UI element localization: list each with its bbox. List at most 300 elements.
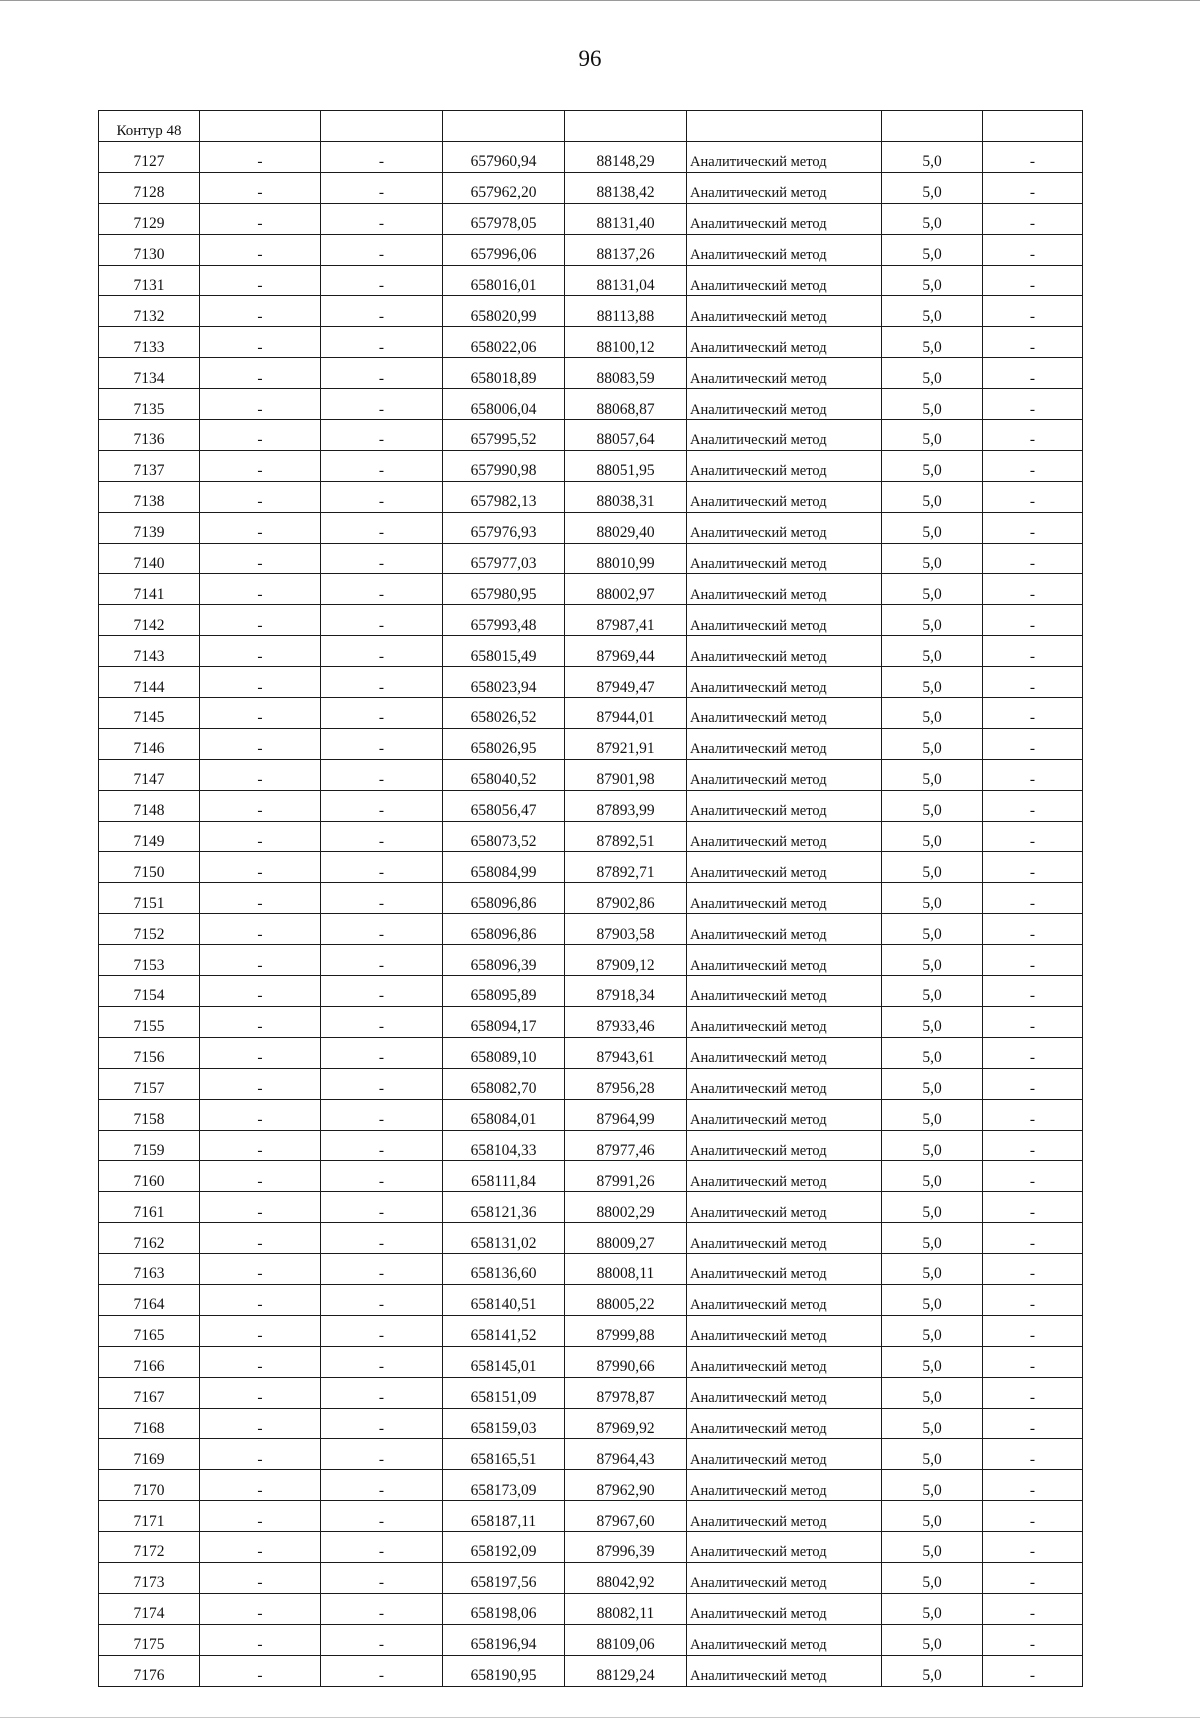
table-row: [99, 1346, 1083, 1377]
dash-cell: -: [321, 481, 443, 512]
table-row: [99, 1624, 1083, 1655]
y-coordinate-cell: 87969,44: [565, 636, 687, 667]
dash-cell: -: [321, 234, 443, 265]
accuracy-cell: 5,0: [882, 574, 983, 605]
section-label: Контур 48: [99, 111, 200, 142]
point-number-cell: 7164: [99, 1284, 200, 1315]
accuracy-cell: 5,0: [882, 203, 983, 234]
y-coordinate-cell: 87892,51: [565, 821, 687, 852]
accuracy-cell: 5,0: [882, 698, 983, 729]
x-coordinate-cell: 658089,10: [443, 1037, 565, 1068]
dash-cell: -: [200, 512, 321, 543]
dash-cell: -: [321, 512, 443, 543]
method-cell: Аналитический метод: [687, 1377, 882, 1408]
x-coordinate-cell: 658023,94: [443, 667, 565, 698]
accuracy-cell: 5,0: [882, 543, 983, 574]
table-row: [99, 1284, 1083, 1315]
y-coordinate-cell: 87977,46: [565, 1130, 687, 1161]
dash-cell: -: [321, 1655, 443, 1686]
table-row: [99, 976, 1083, 1007]
dash-cell: -: [321, 1068, 443, 1099]
dash-cell: -: [983, 1501, 1083, 1532]
x-coordinate-cell: 658040,52: [443, 759, 565, 790]
method-cell: Аналитический метод: [687, 1315, 882, 1346]
table-row: [99, 636, 1083, 667]
x-coordinate-cell: 658026,95: [443, 728, 565, 759]
dash-cell: -: [321, 605, 443, 636]
dash-cell: -: [200, 265, 321, 296]
y-coordinate-cell: 87969,92: [565, 1408, 687, 1439]
y-coordinate-cell: 88083,59: [565, 358, 687, 389]
accuracy-cell: 5,0: [882, 234, 983, 265]
dash-cell: -: [321, 1006, 443, 1037]
method-cell: Аналитический метод: [687, 1192, 882, 1223]
accuracy-cell: 5,0: [882, 1624, 983, 1655]
y-coordinate-cell: 87933,46: [565, 1006, 687, 1037]
point-number-cell: 7167: [99, 1377, 200, 1408]
dash-cell: -: [321, 1161, 443, 1192]
dash-cell: -: [983, 203, 1083, 234]
method-cell: Аналитический метод: [687, 420, 882, 451]
accuracy-cell: 5,0: [882, 450, 983, 481]
dash-cell: -: [200, 1315, 321, 1346]
dash-cell: -: [200, 1624, 321, 1655]
method-cell: Аналитический метод: [687, 1099, 882, 1130]
point-number-cell: 7174: [99, 1593, 200, 1624]
y-coordinate-cell: 87964,43: [565, 1439, 687, 1470]
table-row: [99, 1593, 1083, 1624]
accuracy-cell: 5,0: [882, 1408, 983, 1439]
x-coordinate-cell: 658141,52: [443, 1315, 565, 1346]
accuracy-cell: 5,0: [882, 883, 983, 914]
dash-cell: -: [321, 1377, 443, 1408]
dash-cell: -: [200, 1192, 321, 1223]
dash-cell: -: [200, 728, 321, 759]
y-coordinate-cell: 87987,41: [565, 605, 687, 636]
method-cell: Аналитический метод: [687, 1562, 882, 1593]
y-coordinate-cell: 87990,66: [565, 1346, 687, 1377]
dash-cell: -: [200, 914, 321, 945]
dash-cell: -: [200, 420, 321, 451]
x-coordinate-cell: 657982,13: [443, 481, 565, 512]
x-coordinate-cell: 658111,84: [443, 1161, 565, 1192]
y-coordinate-cell: 88042,92: [565, 1562, 687, 1593]
dash-cell: -: [983, 821, 1083, 852]
y-coordinate-cell: 87964,99: [565, 1099, 687, 1130]
method-cell: Аналитический метод: [687, 1624, 882, 1655]
dash-cell: -: [983, 420, 1083, 451]
point-number-cell: 7154: [99, 976, 200, 1007]
accuracy-cell: 5,0: [882, 512, 983, 543]
accuracy-cell: 5,0: [882, 1532, 983, 1563]
dash-cell: -: [200, 1439, 321, 1470]
x-coordinate-cell: 658096,86: [443, 883, 565, 914]
x-coordinate-cell: 658015,49: [443, 636, 565, 667]
x-coordinate-cell: 658018,89: [443, 358, 565, 389]
dash-cell: -: [983, 728, 1083, 759]
dash-cell: -: [983, 1223, 1083, 1254]
dash-cell: -: [321, 790, 443, 821]
accuracy-cell: 5,0: [882, 1099, 983, 1130]
y-coordinate-cell: 88129,24: [565, 1655, 687, 1686]
x-coordinate-cell: 657993,48: [443, 605, 565, 636]
dash-cell: -: [983, 1532, 1083, 1563]
dash-cell: -: [200, 852, 321, 883]
dash-cell: -: [200, 543, 321, 574]
dash-cell: -: [200, 945, 321, 976]
table-row: [99, 172, 1083, 203]
table-row: [99, 1532, 1083, 1563]
dash-cell: -: [983, 1562, 1083, 1593]
x-coordinate-cell: 658095,89: [443, 976, 565, 1007]
method-cell: Аналитический метод: [687, 142, 882, 173]
method-cell: Аналитический метод: [687, 358, 882, 389]
dash-cell: -: [983, 1439, 1083, 1470]
dash-cell: -: [983, 358, 1083, 389]
dash-cell: -: [983, 574, 1083, 605]
y-coordinate-cell: 88051,95: [565, 450, 687, 481]
dash-cell: -: [321, 296, 443, 327]
point-number-cell: 7140: [99, 543, 200, 574]
y-coordinate-cell: 87902,86: [565, 883, 687, 914]
dash-cell: -: [200, 172, 321, 203]
method-cell: Аналитический метод: [687, 203, 882, 234]
y-coordinate-cell: 87962,90: [565, 1470, 687, 1501]
method-cell: Аналитический метод: [687, 327, 882, 358]
x-coordinate-cell: 658198,06: [443, 1593, 565, 1624]
dash-cell: -: [321, 1315, 443, 1346]
y-coordinate-cell: 88002,97: [565, 574, 687, 605]
accuracy-cell: 5,0: [882, 358, 983, 389]
accuracy-cell: 5,0: [882, 389, 983, 420]
dash-cell: -: [983, 1099, 1083, 1130]
x-coordinate-cell: 658096,39: [443, 945, 565, 976]
dash-cell: -: [321, 945, 443, 976]
x-coordinate-cell: 658096,86: [443, 914, 565, 945]
accuracy-cell: 5,0: [882, 420, 983, 451]
dash-cell: -: [321, 1439, 443, 1470]
accuracy-cell: 5,0: [882, 1037, 983, 1068]
table-row: [99, 1562, 1083, 1593]
x-coordinate-cell: 658159,03: [443, 1408, 565, 1439]
empty-cell: [443, 111, 565, 142]
table-row: [99, 543, 1083, 574]
method-cell: Аналитический метод: [687, 389, 882, 420]
method-cell: Аналитический метод: [687, 636, 882, 667]
dash-cell: -: [321, 1099, 443, 1130]
table-row: [99, 1006, 1083, 1037]
accuracy-cell: 5,0: [882, 852, 983, 883]
accuracy-cell: 5,0: [882, 1377, 983, 1408]
x-coordinate-cell: 658073,52: [443, 821, 565, 852]
x-coordinate-cell: 658187,11: [443, 1501, 565, 1532]
point-number-cell: 7139: [99, 512, 200, 543]
point-number-cell: 7157: [99, 1068, 200, 1099]
dash-cell: -: [200, 1562, 321, 1593]
y-coordinate-cell: 88100,12: [565, 327, 687, 358]
y-coordinate-cell: 88137,26: [565, 234, 687, 265]
point-number-cell: 7173: [99, 1562, 200, 1593]
dash-cell: -: [983, 976, 1083, 1007]
dash-cell: -: [200, 1254, 321, 1285]
dash-cell: -: [321, 142, 443, 173]
point-number-cell: 7151: [99, 883, 200, 914]
x-coordinate-cell: 658020,99: [443, 296, 565, 327]
x-coordinate-cell: 658145,01: [443, 1346, 565, 1377]
y-coordinate-cell: 87921,91: [565, 728, 687, 759]
point-number-cell: 7163: [99, 1254, 200, 1285]
method-cell: Аналитический метод: [687, 945, 882, 976]
x-coordinate-cell: 657980,95: [443, 574, 565, 605]
method-cell: Аналитический метод: [687, 1408, 882, 1439]
method-cell: Аналитический метод: [687, 821, 882, 852]
accuracy-cell: 5,0: [882, 1161, 983, 1192]
accuracy-cell: 5,0: [882, 759, 983, 790]
dash-cell: -: [983, 1408, 1083, 1439]
method-cell: Аналитический метод: [687, 450, 882, 481]
dash-cell: -: [321, 1192, 443, 1223]
point-number-cell: 7176: [99, 1655, 200, 1686]
x-coordinate-cell: 658026,52: [443, 698, 565, 729]
method-cell: Аналитический метод: [687, 1223, 882, 1254]
table-row: [99, 1254, 1083, 1285]
table-row: [99, 574, 1083, 605]
dash-cell: -: [321, 420, 443, 451]
method-cell: Аналитический метод: [687, 1655, 882, 1686]
dash-cell: -: [983, 234, 1083, 265]
dash-cell: -: [200, 1470, 321, 1501]
method-cell: Аналитический метод: [687, 1593, 882, 1624]
x-coordinate-cell: 658196,94: [443, 1624, 565, 1655]
point-number-cell: 7152: [99, 914, 200, 945]
y-coordinate-cell: 87893,99: [565, 790, 687, 821]
dash-cell: -: [200, 1099, 321, 1130]
dash-cell: -: [200, 142, 321, 173]
dash-cell: -: [200, 1408, 321, 1439]
y-coordinate-cell: 87949,47: [565, 667, 687, 698]
dash-cell: -: [983, 481, 1083, 512]
table-row: [99, 450, 1083, 481]
method-cell: Аналитический метод: [687, 728, 882, 759]
point-number-cell: 7143: [99, 636, 200, 667]
y-coordinate-cell: 87967,60: [565, 1501, 687, 1532]
dash-cell: -: [983, 172, 1083, 203]
dash-cell: -: [200, 1037, 321, 1068]
point-number-cell: 7160: [99, 1161, 200, 1192]
empty-cell: [983, 111, 1083, 142]
dash-cell: -: [983, 1315, 1083, 1346]
table-row: [99, 1408, 1083, 1439]
method-cell: Аналитический метод: [687, 914, 882, 945]
accuracy-cell: 5,0: [882, 790, 983, 821]
y-coordinate-cell: 87991,26: [565, 1161, 687, 1192]
method-cell: Аналитический метод: [687, 1470, 882, 1501]
point-number-cell: 7149: [99, 821, 200, 852]
x-coordinate-cell: 658016,01: [443, 265, 565, 296]
y-coordinate-cell: 87978,87: [565, 1377, 687, 1408]
dash-cell: -: [200, 1161, 321, 1192]
scan-edge-bottom: [0, 1717, 1200, 1718]
point-number-cell: 7150: [99, 852, 200, 883]
y-coordinate-cell: 87944,01: [565, 698, 687, 729]
table-row: [99, 481, 1083, 512]
table-row: [99, 296, 1083, 327]
method-cell: Аналитический метод: [687, 172, 882, 203]
table-row: [99, 234, 1083, 265]
method-cell: Аналитический метод: [687, 1006, 882, 1037]
accuracy-cell: 5,0: [882, 976, 983, 1007]
x-coordinate-cell: 658084,99: [443, 852, 565, 883]
y-coordinate-cell: 88138,42: [565, 172, 687, 203]
dash-cell: -: [983, 852, 1083, 883]
y-coordinate-cell: 87901,98: [565, 759, 687, 790]
accuracy-cell: 5,0: [882, 1223, 983, 1254]
point-number-cell: 7132: [99, 296, 200, 327]
dash-cell: -: [200, 1655, 321, 1686]
dash-cell: -: [200, 759, 321, 790]
dash-cell: -: [200, 389, 321, 420]
empty-cell: [687, 111, 882, 142]
accuracy-cell: 5,0: [882, 1346, 983, 1377]
point-number-cell: 7130: [99, 234, 200, 265]
point-number-cell: 7141: [99, 574, 200, 605]
coordinates-table: [98, 110, 1083, 1687]
point-number-cell: 7137: [99, 450, 200, 481]
method-cell: Аналитический метод: [687, 296, 882, 327]
y-coordinate-cell: 88148,29: [565, 142, 687, 173]
method-cell: Аналитический метод: [687, 667, 882, 698]
empty-cell: [200, 111, 321, 142]
dash-cell: -: [321, 1593, 443, 1624]
y-coordinate-cell: 87892,71: [565, 852, 687, 883]
dash-cell: -: [321, 327, 443, 358]
empty-cell: [321, 111, 443, 142]
dash-cell: -: [321, 203, 443, 234]
dash-cell: -: [983, 667, 1083, 698]
accuracy-cell: 5,0: [882, 1315, 983, 1346]
x-coordinate-cell: 658131,02: [443, 1223, 565, 1254]
accuracy-cell: 5,0: [882, 1655, 983, 1686]
dash-cell: -: [200, 203, 321, 234]
method-cell: Аналитический метод: [687, 1532, 882, 1563]
x-coordinate-cell: 658136,60: [443, 1254, 565, 1285]
dash-cell: -: [983, 265, 1083, 296]
dash-cell: -: [983, 1624, 1083, 1655]
table-row: [99, 759, 1083, 790]
x-coordinate-cell: 658022,06: [443, 327, 565, 358]
point-number-cell: 7135: [99, 389, 200, 420]
table-row: [99, 1037, 1083, 1068]
dash-cell: -: [983, 945, 1083, 976]
method-cell: Аналитический метод: [687, 1439, 882, 1470]
x-coordinate-cell: 658165,51: [443, 1439, 565, 1470]
dash-cell: -: [983, 883, 1083, 914]
dash-cell: -: [200, 976, 321, 1007]
dash-cell: -: [321, 389, 443, 420]
table-row: [99, 265, 1083, 296]
dash-cell: -: [321, 543, 443, 574]
point-number-cell: 7162: [99, 1223, 200, 1254]
accuracy-cell: 5,0: [882, 296, 983, 327]
dash-cell: -: [200, 1532, 321, 1563]
point-number-cell: 7166: [99, 1346, 200, 1377]
section-header-row: [99, 111, 1083, 142]
point-number-cell: 7144: [99, 667, 200, 698]
x-coordinate-cell: 658121,36: [443, 1192, 565, 1223]
x-coordinate-cell: 658084,01: [443, 1099, 565, 1130]
dash-cell: -: [200, 1068, 321, 1099]
table-row: [99, 1439, 1083, 1470]
dash-cell: -: [200, 450, 321, 481]
dash-cell: -: [983, 759, 1083, 790]
accuracy-cell: 5,0: [882, 1501, 983, 1532]
dash-cell: -: [983, 914, 1083, 945]
dash-cell: -: [321, 265, 443, 296]
accuracy-cell: 5,0: [882, 1593, 983, 1624]
method-cell: Аналитический метод: [687, 1161, 882, 1192]
dash-cell: -: [321, 667, 443, 698]
x-coordinate-cell: 658192,09: [443, 1532, 565, 1563]
dash-cell: -: [983, 1284, 1083, 1315]
method-cell: Аналитический метод: [687, 1130, 882, 1161]
method-cell: Аналитический метод: [687, 481, 882, 512]
table-row: [99, 728, 1083, 759]
table-row: [99, 667, 1083, 698]
x-coordinate-cell: 658190,95: [443, 1655, 565, 1686]
y-coordinate-cell: 87999,88: [565, 1315, 687, 1346]
y-coordinate-cell: 88010,99: [565, 543, 687, 574]
dash-cell: -: [983, 790, 1083, 821]
table-row: [99, 1377, 1083, 1408]
dash-cell: -: [200, 574, 321, 605]
accuracy-cell: 5,0: [882, 1470, 983, 1501]
dash-cell: -: [200, 1284, 321, 1315]
empty-cell: [882, 111, 983, 142]
accuracy-cell: 5,0: [882, 914, 983, 945]
dash-cell: -: [321, 1284, 443, 1315]
table-row: [99, 1099, 1083, 1130]
dash-cell: -: [321, 1532, 443, 1563]
accuracy-cell: 5,0: [882, 1130, 983, 1161]
point-number-cell: 7158: [99, 1099, 200, 1130]
method-cell: Аналитический метод: [687, 543, 882, 574]
point-number-cell: 7153: [99, 945, 200, 976]
dash-cell: -: [321, 358, 443, 389]
point-number-cell: 7128: [99, 172, 200, 203]
dash-cell: -: [321, 1624, 443, 1655]
dash-cell: -: [983, 1593, 1083, 1624]
point-number-cell: 7136: [99, 420, 200, 451]
dash-cell: -: [321, 883, 443, 914]
y-coordinate-cell: 88131,04: [565, 265, 687, 296]
table-row: [99, 358, 1083, 389]
y-coordinate-cell: 88131,40: [565, 203, 687, 234]
point-number-cell: 7131: [99, 265, 200, 296]
point-number-cell: 7142: [99, 605, 200, 636]
dash-cell: -: [321, 1346, 443, 1377]
dash-cell: -: [321, 852, 443, 883]
table-row: [99, 1470, 1083, 1501]
y-coordinate-cell: 88009,27: [565, 1223, 687, 1254]
dash-cell: -: [200, 636, 321, 667]
table-row: [99, 327, 1083, 358]
method-cell: Аналитический метод: [687, 1037, 882, 1068]
dash-cell: -: [321, 698, 443, 729]
dash-cell: -: [200, 1346, 321, 1377]
method-cell: Аналитический метод: [687, 512, 882, 543]
dash-cell: -: [200, 883, 321, 914]
table-row: [99, 1223, 1083, 1254]
